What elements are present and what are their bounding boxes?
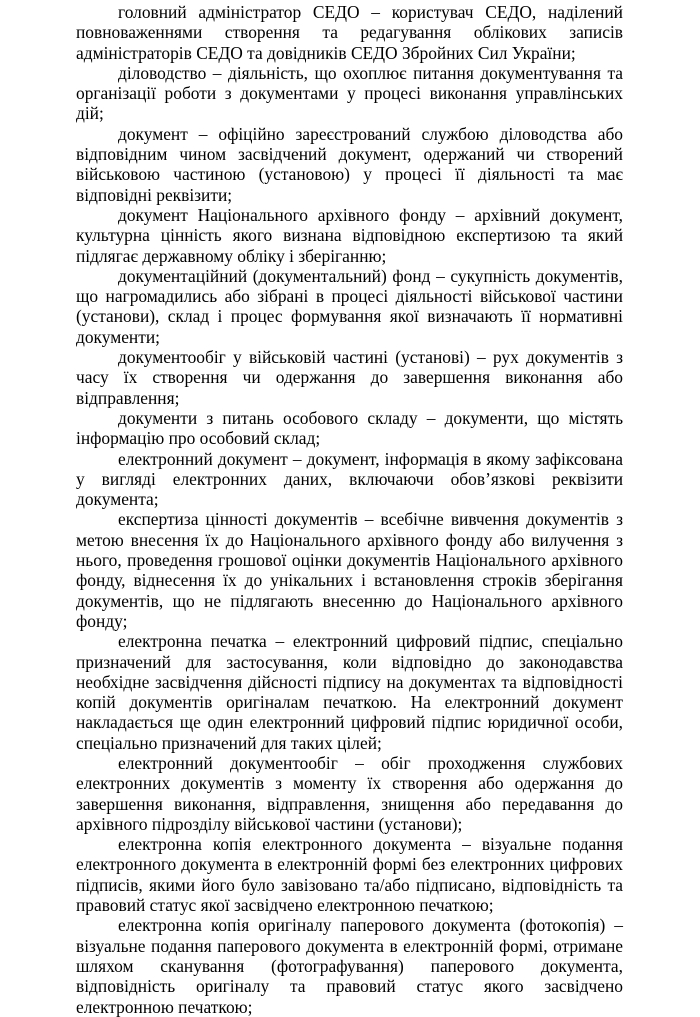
paragraph-electronic-copy-of-electronic-document: електронна копія електронного документа – візуальне подання електронного документа в електронній формі без електронних цифрових підписів, якими його було завізовано та/або підписано, відповідність та правовий статус якої засвідчено електронною печаткою; (76, 834, 623, 916)
paragraph-personnel-documents: документи з питань особового складу – документи, що містять інформацію про особовий склад; (76, 407, 623, 449)
paragraph-document-flow: документообіг у військовій частині (установі) – рух документів з часу їх створення чи одержання до завершення виконання або відправлення; (76, 347, 623, 408)
paragraph-national-archive-document: документ Національного архівного фонду – архівний документ, культурна цінність якого визнана відповідною експертизою та який підлягає державному обліку і зберіганню; (76, 204, 623, 266)
paragraph-electronic-seal: електронна печатка – електронний цифровий підпис, спеціально призначений для застосування, коли відповідно до законодавства необхідне засвідчення дійсності підпису на документах та відповідності копій документів оригіналам печаткою. На електронний документ накладається ще один електронний цифровий підпис юридичної особи, спеціально призначений для таких цілей; (76, 631, 623, 753)
paragraph-records-management: діловодство – діяльність, що охоплює питання документування та організації роботи з документами у процесі виконання управлінських дій; (76, 62, 623, 124)
paragraph-document: документ – офіційно зареєстрований службою діловодства або відповідним чином засвідчений документ, одержаний чи створений військовою частиною (установою) у процесі її діяльності та має відповідні реквізити; (76, 123, 623, 205)
paragraph-documentation-fund: документаційний (документальний) фонд – сукупність документів, що нагромадились або зібрані в процесі діяльності військової частини (установи), склад і процес формування якої визначають її нормативні документи; (76, 265, 623, 347)
paragraph-electronic-document: електронний документ – документ, інформація в якому зафіксована у вигляді електронних даних, включаючи обов’язкові реквізити документа; (76, 448, 623, 510)
paragraph-electronic-document-flow: електронний документообіг – обіг проходження службових електронних документів з моменту їх створення або одержання до завершення виконання, відправлення, знищення або передавання до архівного підрозділу військової частини (установи); (76, 752, 623, 834)
paragraph-head-administrator: головний адміністратор СЕДО – користувач СЕДО, наділений повноваженнями створення та редагування облікових записів адміністраторів СЕДО та довідників СЕДО Збройних Сил України; (76, 2, 623, 63)
paragraph-value-examination: експертиза цінності документів – всебічне вивчення документів з метою внесення їх до Національного архівного фонду або вилучення з нього, проведення грошової оцінки документів Національного архівного фонду, віднесення їх до унікальних і встановлення строків зберігання документів, що не підлягають внесенню до Національного архівного фонду; (76, 509, 623, 631)
paragraph-electronic-copy-of-paper-original: електронна копія оригіналу паперового документа (фотокопія) – візуальне подання паперового документа в електронній формі, отримане шляхом сканування (фотографування) паперового документа, відповідність оригіналу та правовий статус якого засвідчено електронною печаткою; (76, 915, 623, 1017)
